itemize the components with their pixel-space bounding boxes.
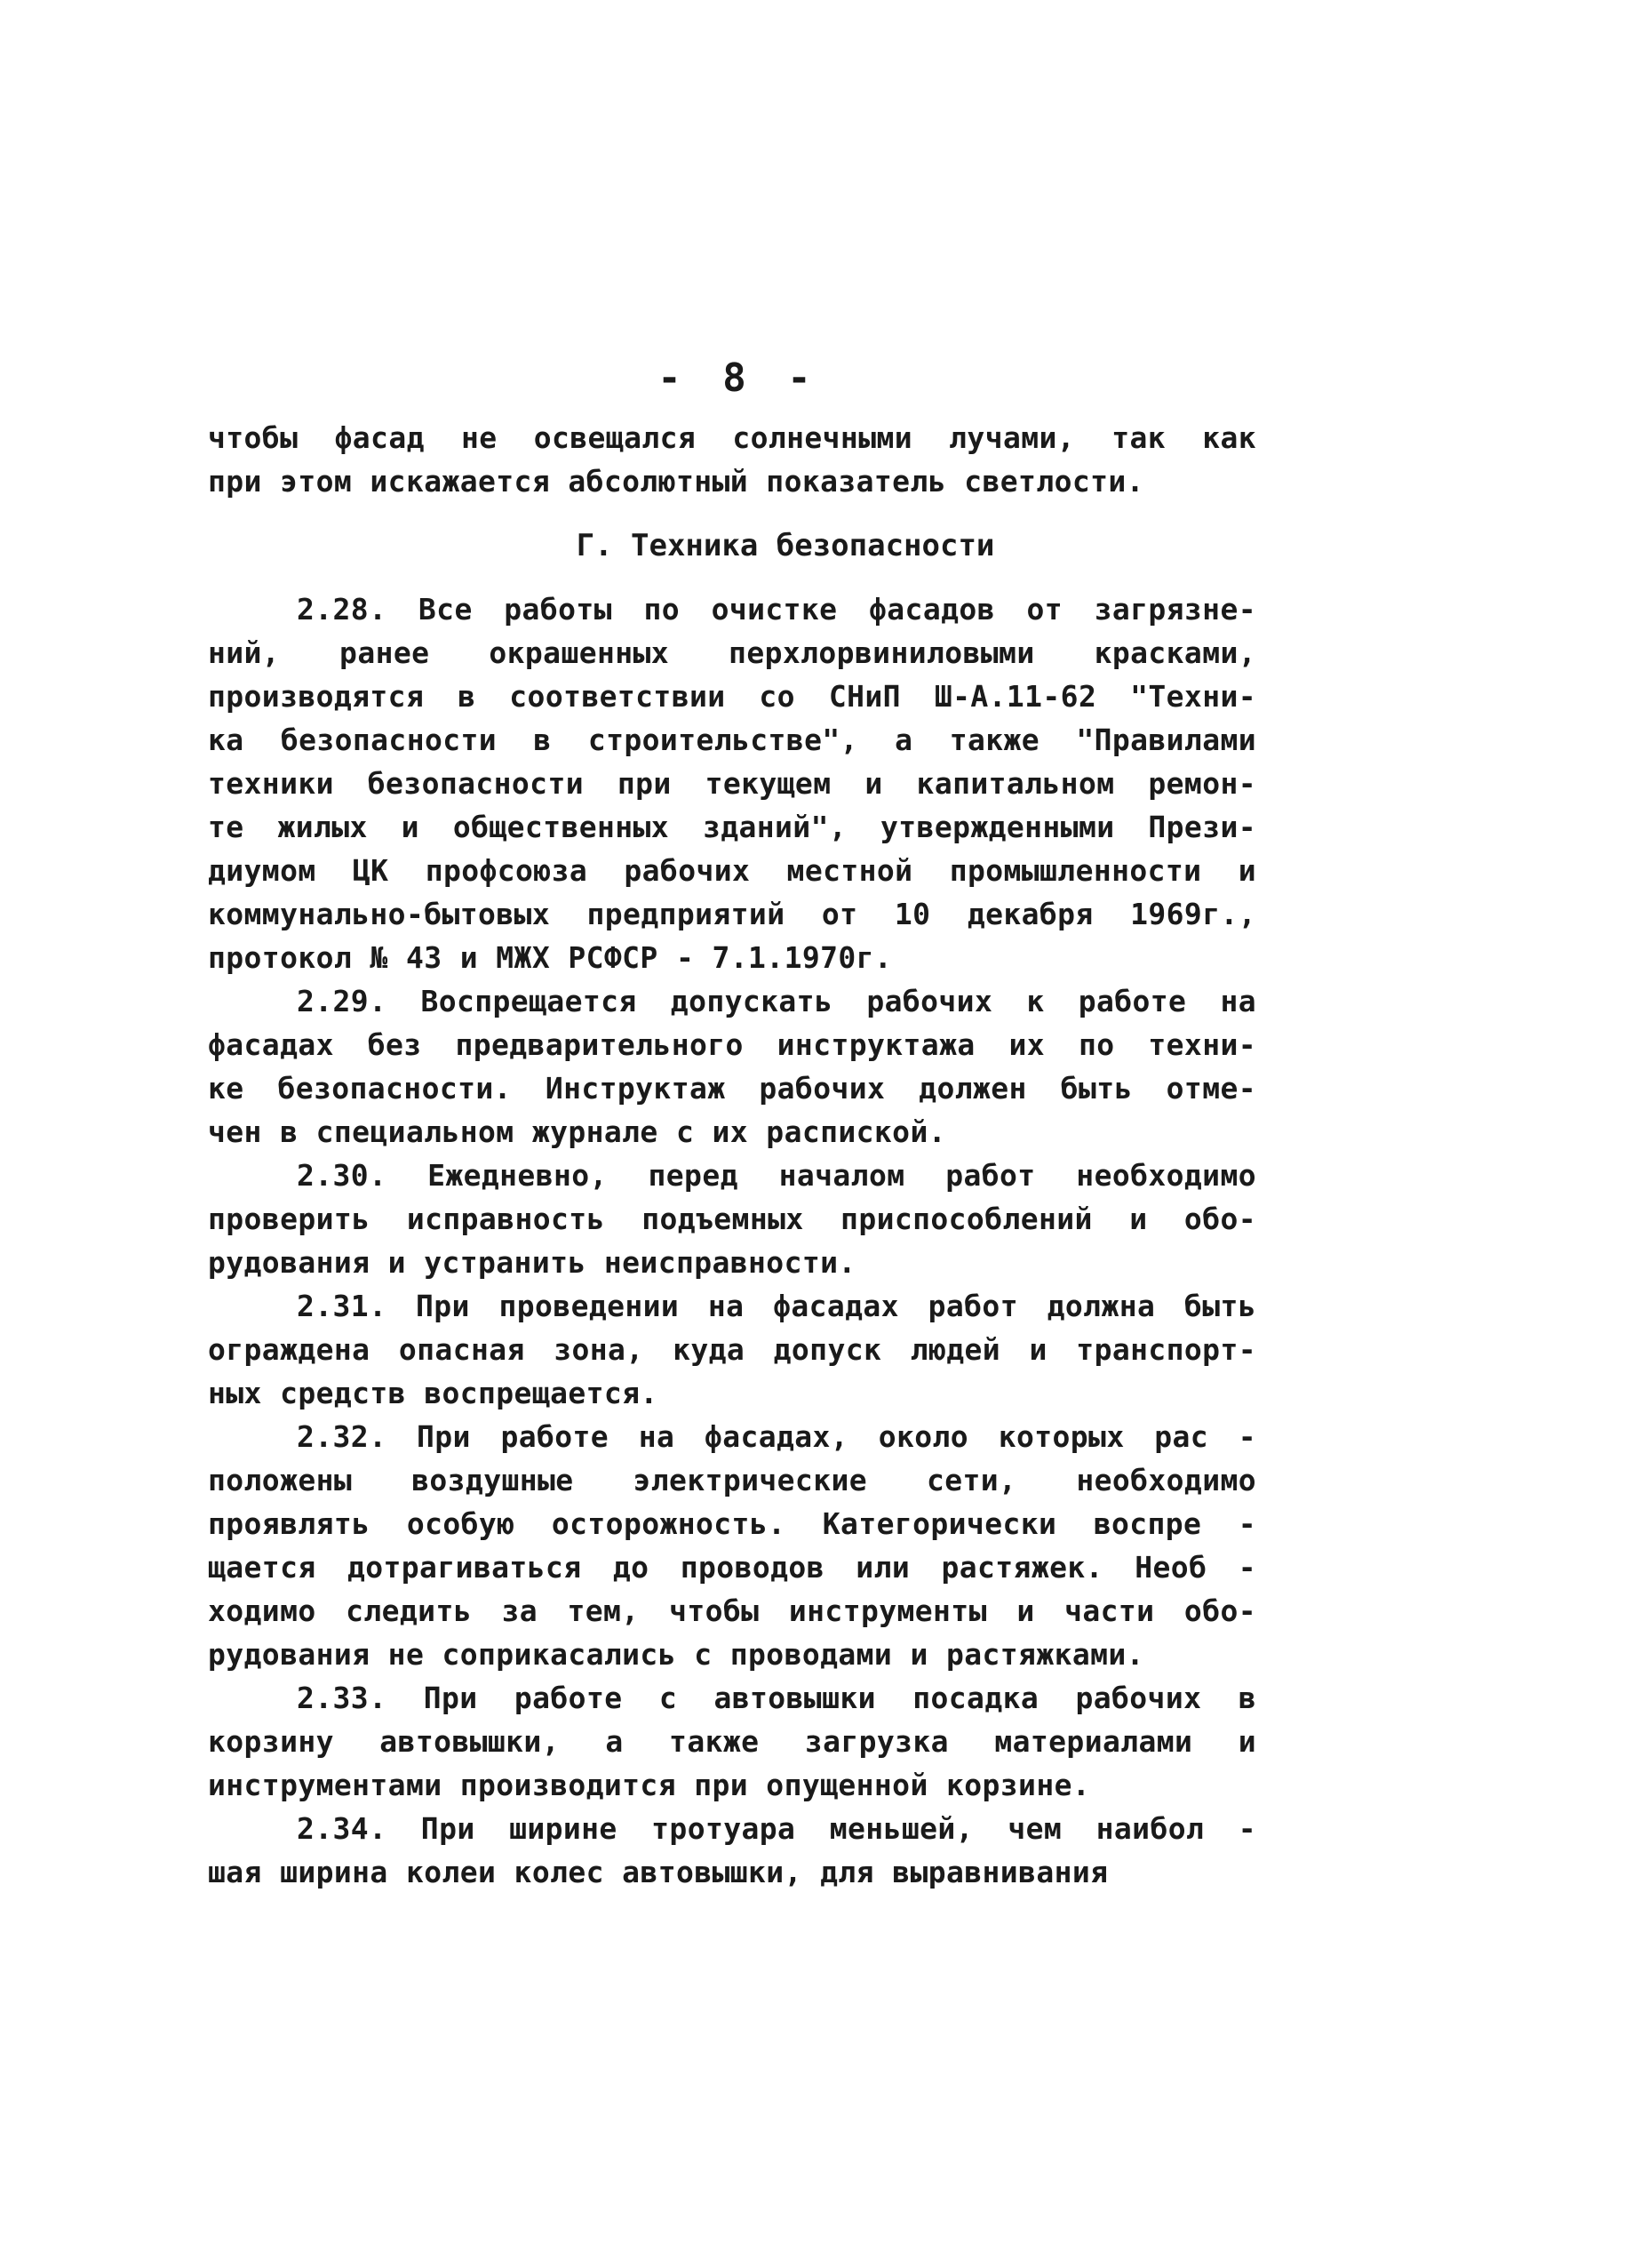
text-line: те жилых и общественных зданий", утвержденными Прези-	[208, 810, 1256, 844]
text-line: 2.30. Ежедневно, перед началом работ необходимо	[297, 1158, 1256, 1193]
paragraph-2-28	[208, 587, 1256, 979]
text-line: ний, ранее окрашенных перхлорвиниловыми красками,	[208, 635, 1256, 670]
text-line: ных средств воспрещается.	[208, 1376, 658, 1410]
text-line: диумом ЦК профсоюза рабочих местной промышленности и	[208, 853, 1256, 888]
text-line: инструментами производится при опущенной корзине.	[208, 1768, 1091, 1802]
text-line: при этом искажается абсолютный показатель светлости.	[208, 464, 1144, 499]
text-line: шая ширина колеи колес автовышки, для выравнивания	[208, 1855, 1109, 1889]
text-line: фасадах без предварительного инструктажа их по техни-	[208, 1027, 1256, 1062]
text-line: рудования не соприкасались с проводами и растяжками.	[208, 1637, 1144, 1672]
section-heading: Г. Техника безопасности	[576, 528, 995, 563]
text-line: производятся в соответствии со СНиП Ш-А.11-62 "Техни-	[208, 679, 1256, 714]
text-line: положены воздушные электрические сети, необходимо	[208, 1463, 1256, 1497]
paragraph-2-34	[208, 1807, 1256, 1894]
text-line: 2.34. При ширине тротуара меньшей, чем наибол -	[297, 1811, 1256, 1846]
text-line: ходимо следить за тем, чтобы инструменты и части обо-	[208, 1593, 1256, 1628]
paragraph-2-33	[208, 1676, 1256, 1807]
text-line: 2.28. Все работы по очистке фасадов от загрязне-	[297, 592, 1256, 627]
paragraph-2-32	[208, 1415, 1256, 1676]
paragraph-2-30	[208, 1154, 1256, 1284]
document-body	[208, 416, 1256, 1894]
page-number: - 8 -	[657, 355, 820, 401]
text-line: 2.31. При проведении на фасадах работ должна быть	[297, 1289, 1256, 1323]
text-line: чтобы фасад не освещался солнечными лучами, так как	[208, 420, 1256, 455]
text-line: 2.29. Воспрещается допускать рабочих к работе на	[297, 984, 1256, 1018]
paragraph-2-29	[208, 979, 1256, 1154]
text-line: протокол № 43 и МЖХ РСФСР - 7.1.1970г.	[208, 940, 893, 975]
text-line: корзину автовышки, а также загрузка материалами и	[208, 1724, 1256, 1759]
text-line: 2.32. При работе на фасадах, около которых рас -	[297, 1419, 1256, 1454]
text-line: ка безопасности в строительстве", а также "Правилами	[208, 723, 1256, 757]
paragraph-2-31	[208, 1284, 1256, 1415]
text-line: проявлять особую осторожность. Категорически воспре -	[208, 1506, 1256, 1541]
text-line: ограждена опасная зона, куда допуск людей и транспорт-	[208, 1332, 1256, 1367]
text-line: коммунально-бытовых предприятий от 10 декабря 1969г.,	[208, 897, 1256, 931]
text-line: 2.33. При работе с автовышки посадка рабочих в	[297, 1681, 1256, 1715]
text-line: ке безопасности. Инструктаж рабочих должен быть отме-	[208, 1071, 1256, 1106]
text-line: щается дотрагиваться до проводов или растяжек. Необ -	[208, 1550, 1256, 1585]
text-line: проверить исправность подъемных приспособлений и обо-	[208, 1202, 1256, 1236]
text-line: рудования и устранить неисправности.	[208, 1245, 856, 1280]
text-line: техники безопасности при текущем и капитальном ремон-	[208, 766, 1256, 801]
text-line: чен в специальном журнале с их распиской.	[208, 1114, 946, 1149]
